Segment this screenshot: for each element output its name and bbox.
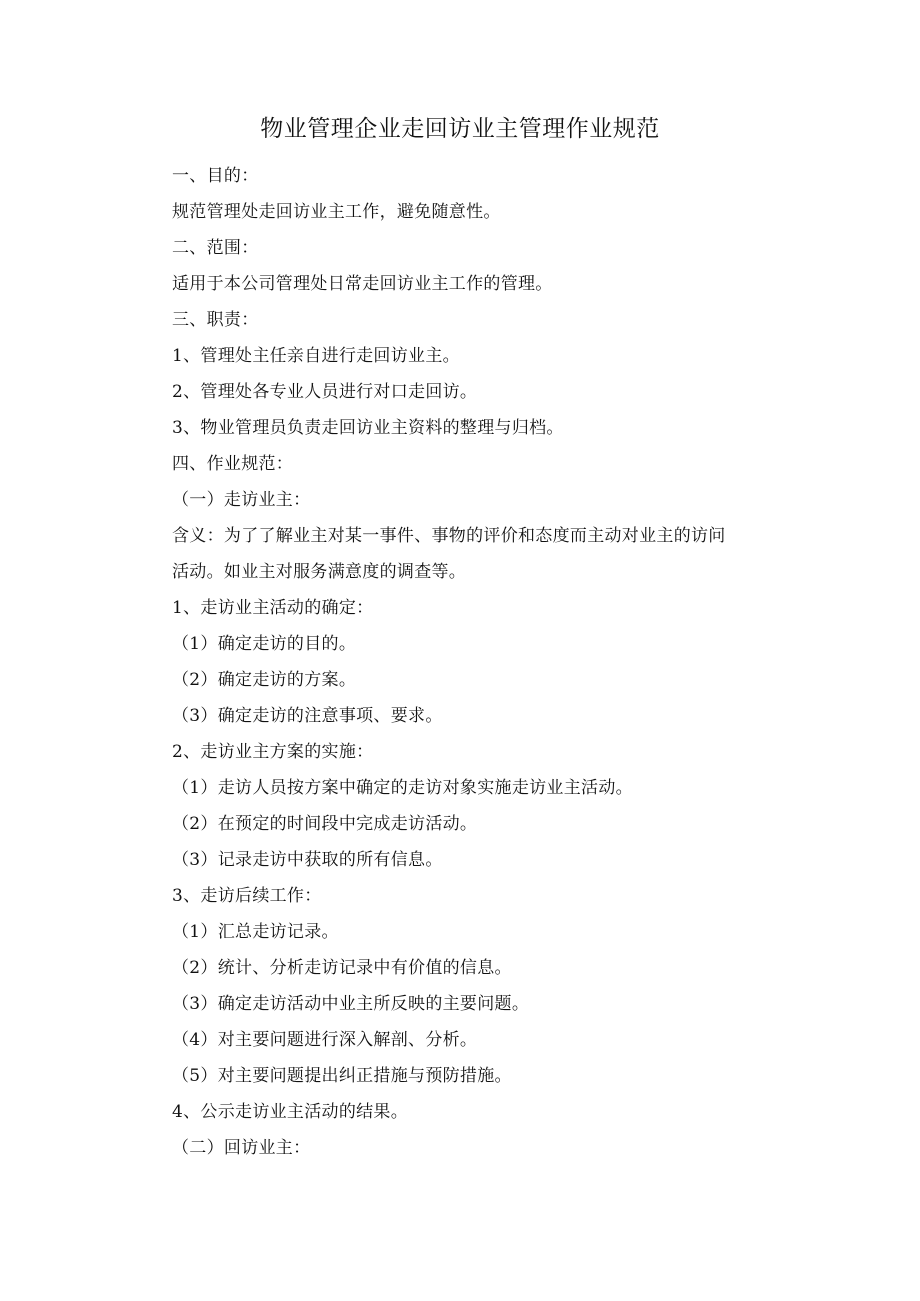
subsection-heading-revisit: （二）回访业主： <box>172 1138 311 1158</box>
duty-item-2: 2、管理处各专业人员进行对口走回访。 <box>172 382 478 402</box>
subsection-heading-visit: （一）走访业主： <box>172 490 311 510</box>
list-heading-publish: 4、公示走访业主活动的结果。 <box>172 1102 409 1122</box>
paragraph-purpose: 规范管理处走回访业主工作，避免随意性。 <box>172 202 501 222</box>
document-title: 物业管理企业走回访业主管理作业规范 <box>260 116 660 142</box>
list-item: （2）在预定的时间段中完成走访活动。 <box>172 814 478 834</box>
paragraph-definition-line-2: 活动。如业主对服务满意度的调查等。 <box>172 562 467 582</box>
paragraph-definition-line-1: 含义：为了了解业主对某一事件、事物的评价和态度而主动对业主的访问 <box>172 526 726 546</box>
list-item: （5）对主要问题提出纠正措施与预防措施。 <box>172 1066 512 1086</box>
duty-item-3: 3、物业管理员负责走回访业主资料的整理与归档。 <box>172 418 564 438</box>
list-item: （2）确定走访的方案。 <box>172 670 357 690</box>
document-body <box>172 158 782 1166</box>
list-heading-determine: 1、走访业主活动的确定： <box>172 598 374 618</box>
list-heading-followup: 3、走访后续工作： <box>172 886 322 906</box>
list-item: （1）走访人员按方案中确定的走访对象实施走访业主活动。 <box>172 778 633 798</box>
list-item: （1）确定走访的目的。 <box>172 634 357 654</box>
list-heading-implement: 2、走访业主方案的实施： <box>172 742 374 762</box>
section-heading-scope: 二、范围： <box>172 238 259 258</box>
section-heading-duties: 三、职责： <box>172 310 259 330</box>
section-heading-standards: 四、作业规范： <box>172 454 294 474</box>
list-item: （4）对主要问题进行深入解剖、分析。 <box>172 1030 478 1050</box>
duty-item-1: 1、管理处主任亲自进行走回访业主。 <box>172 346 460 366</box>
list-item: （3）确定走访的注意事项、要求。 <box>172 706 443 726</box>
section-heading-purpose: 一、目的： <box>172 166 259 186</box>
list-item: （1）汇总走访记录。 <box>172 922 339 942</box>
list-item: （3）记录走访中获取的所有信息。 <box>172 850 443 870</box>
paragraph-scope: 适用于本公司管理处日常走回访业主工作的管理。 <box>172 274 553 294</box>
list-item: （3）确定走访活动中业主所反映的主要问题。 <box>172 994 530 1014</box>
list-item: （2）统计、分析走访记录中有价值的信息。 <box>172 958 512 978</box>
